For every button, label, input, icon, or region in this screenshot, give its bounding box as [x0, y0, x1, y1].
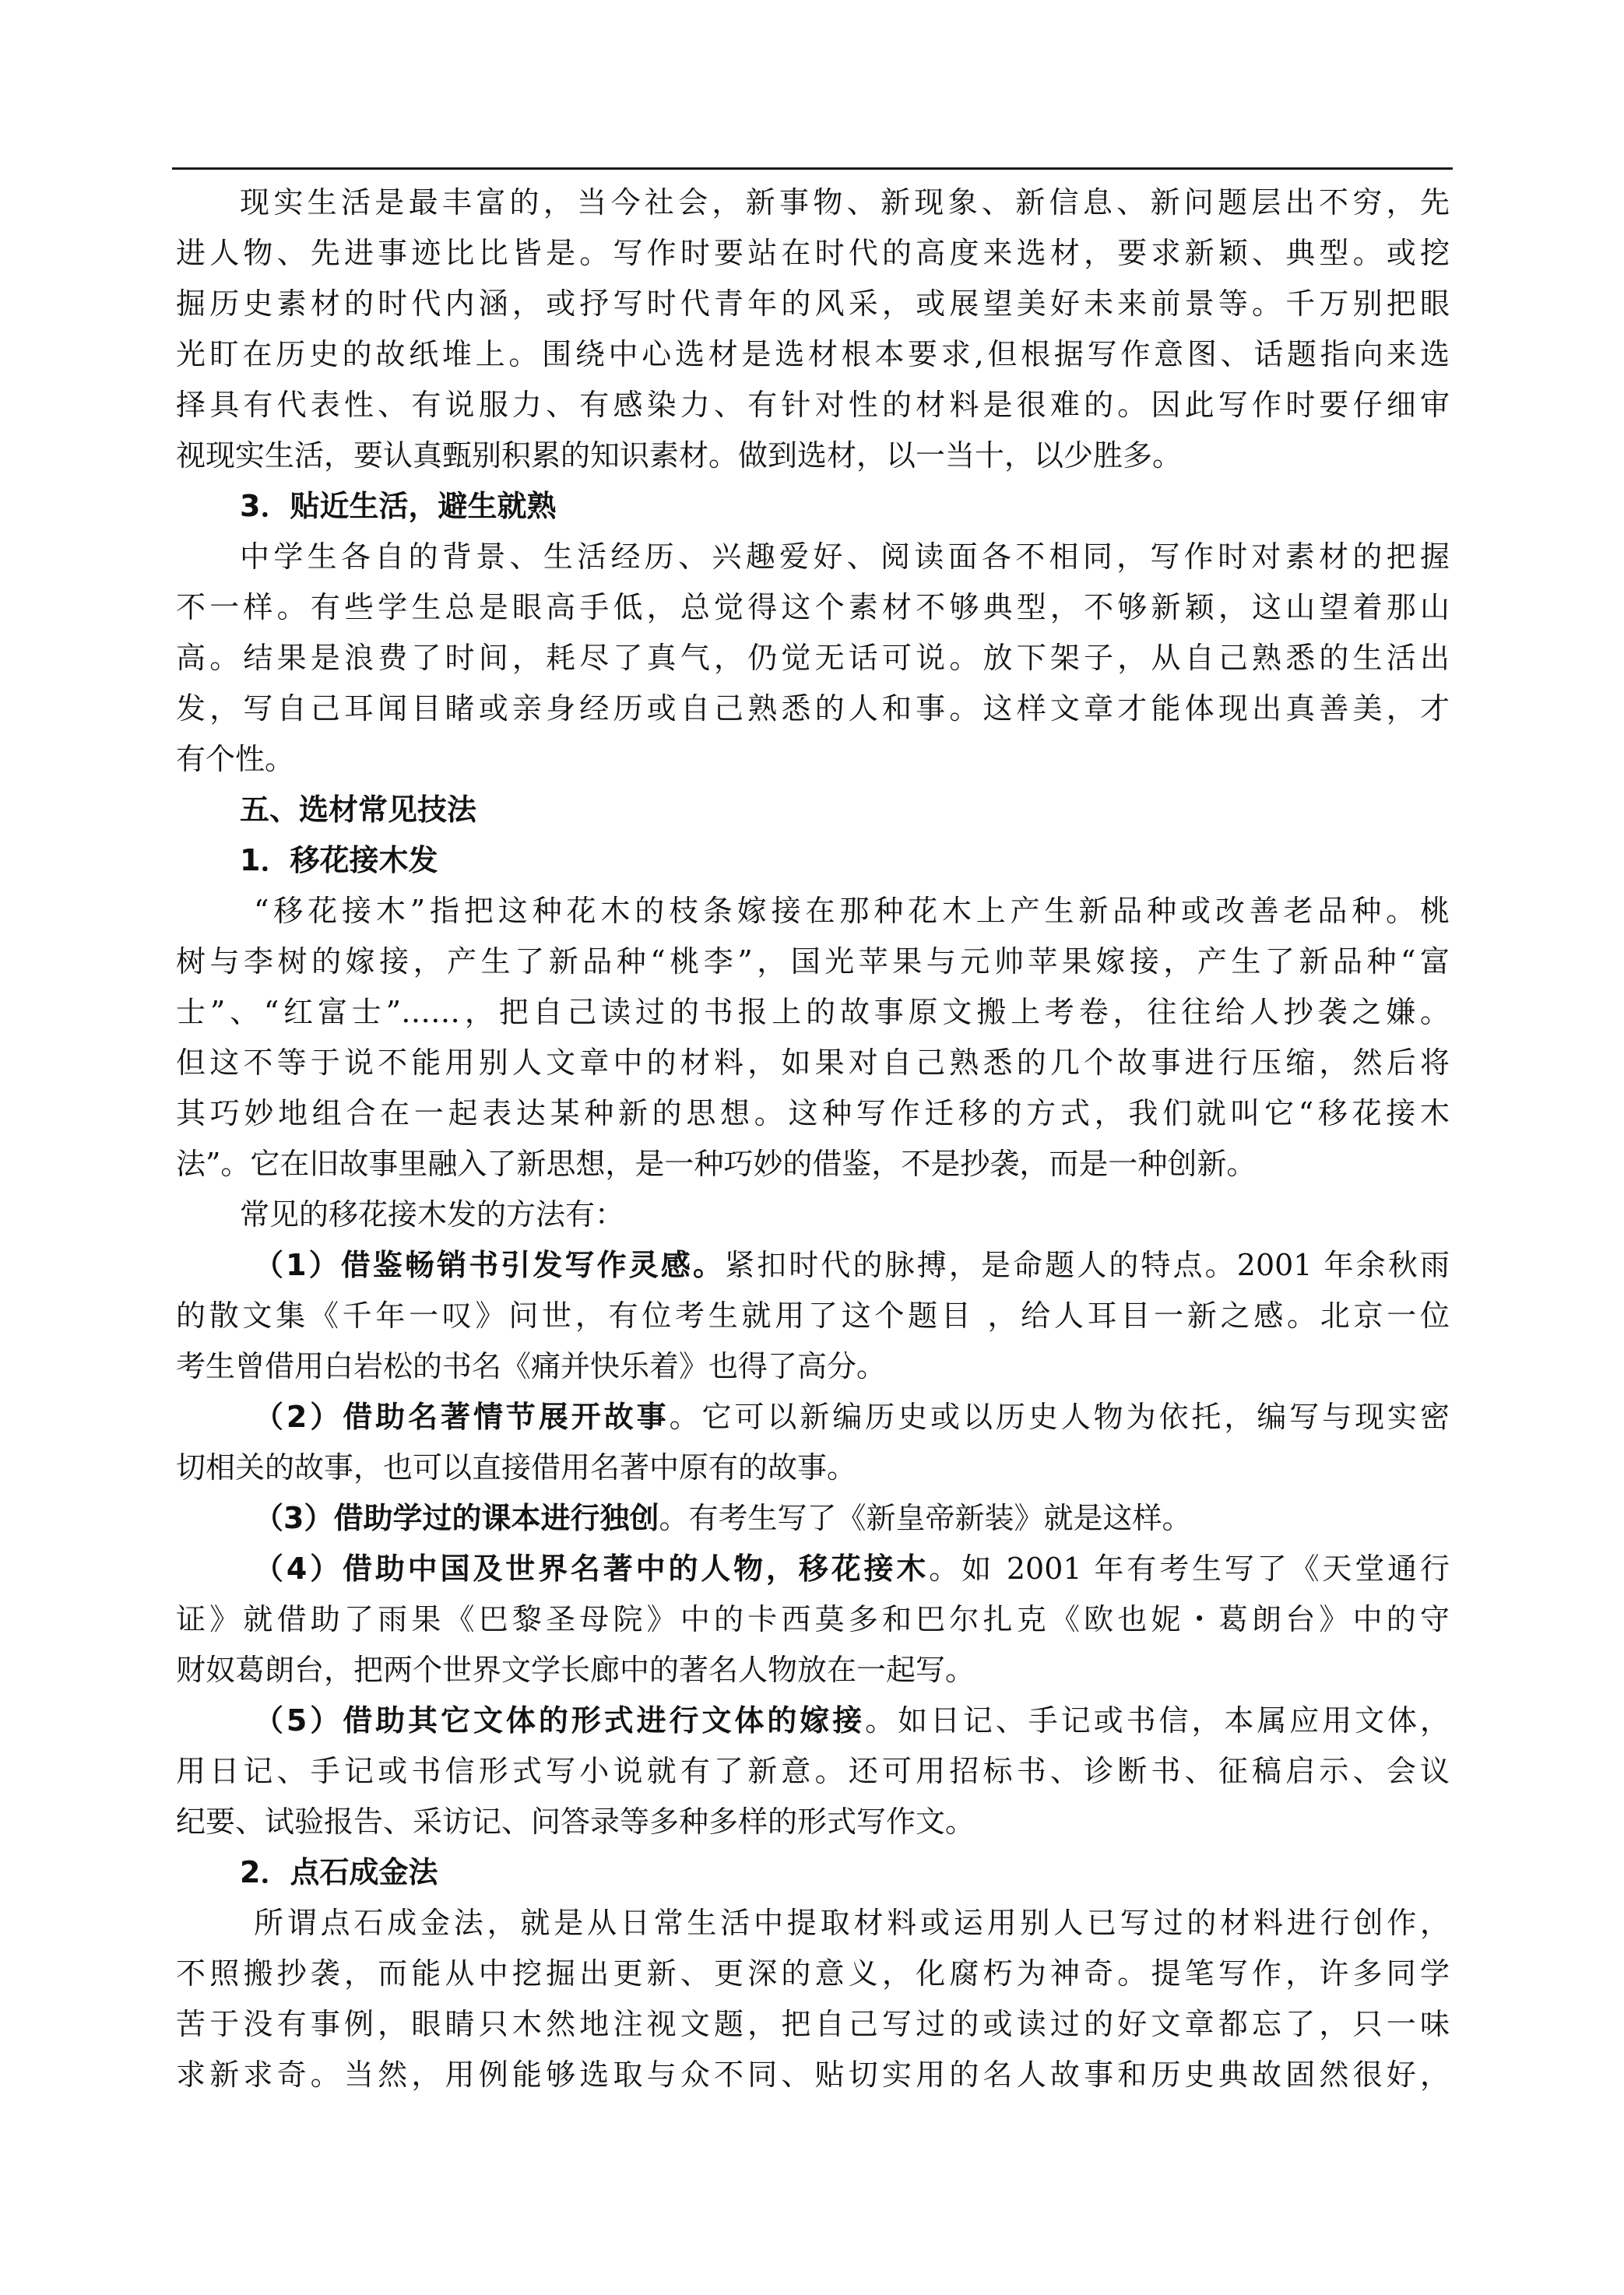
header-rule [172, 167, 1453, 170]
method-line [176, 1696, 1450, 1746]
method-title: （1）借鉴畅销书引发写作灵感。 [254, 1248, 726, 1282]
method-line: 切相关的故事，也可以直接借用名著中原有的故事。 [176, 1450, 857, 1485]
document-body [176, 177, 1450, 2100]
paragraph-line: 现实生活是最丰富的，当今社会，新事物、新现象、新信息、新问题层出不穷，先 [240, 185, 1450, 220]
paragraph-line: 不照搬抄袭，而能从中挖掘出更新、更深的意义，化腐朽为神奇。提笔写作，许多同学 [176, 1956, 1450, 1991]
paragraph-line: 进人物、先进事迹比比皆是。写作时要站在时代的高度来选材，要求新颖、典型。或挖 [176, 236, 1450, 270]
paragraph-line: 掘历史素材的时代内涵，或抒写时代青年的风采，或展望美好未来前景等。千万别把眼 [176, 286, 1450, 321]
section-heading: 1．移花接木发 [240, 843, 438, 877]
methods-intro: 常见的移花接木发的方法有： [240, 1197, 625, 1232]
paragraph-line: 所谓点石成金法，就是从日常生活中提取材料或运用别人已写过的材料进行创作， [254, 1906, 1450, 1940]
method-line: 财奴葛朗台，把两个世界文学长廊中的著名人物放在一起写。 [176, 1653, 975, 1687]
paragraph-line: 苦于没有事例，眼睛只木然地注视文题，把自己写过的或读过的好文章都忘了，只一味 [176, 2007, 1450, 2041]
section-heading: 2．点石成金法 [240, 1855, 438, 1889]
paragraph-line: 光盯在历史的故纸堆上。围绕中心选材是选材根本要求,但根据写作意图、话题指向来选 [176, 337, 1450, 371]
method-line: 考生曾借用白岩松的书名《痛并快乐着》也得了高分。 [176, 1349, 887, 1383]
paragraph-line: 不一样。有些学生总是眼高手低，总觉得这个素材不够典型，不够新颖，这山望着那山 [176, 590, 1450, 624]
section-heading: 五、选材常见技法 [240, 793, 477, 827]
method-text: 。有考生写了《新皇帝新装》就是这样。 [659, 1501, 1192, 1535]
paragraph-line: 但这不等于说不能用别人文章中的材料，如果对自己熟悉的几个故事进行压缩，然后将 [176, 1046, 1450, 1080]
method-line: 证》就借助了雨果《巴黎圣母院》中的卡西莫多和巴尔扎克《欧也妮・葛朗台》中的守 [176, 1602, 1450, 1636]
method-text: 。如 2001 年有考生写了《天堂通行 [929, 1552, 1450, 1586]
method-line [176, 1240, 1450, 1291]
method-line [176, 1544, 1450, 1594]
paragraph-line: 法”。它在旧故事里融入了新思想，是一种巧妙的借鉴，不是抄袭，而是一种创新。 [176, 1147, 1257, 1181]
method-title: （4）借助中国及世界名著中的人物，移花接木 [254, 1552, 930, 1586]
paragraph-line: 择具有代表性、有说服力、有感染力、有针对性的材料是很难的。因此写作时要仔细审 [176, 388, 1450, 422]
paragraph-line: 士”、“红富士”……，把自己读过的书报上的故事原文搬上考卷，往往给人抄袭之嫌。 [176, 995, 1450, 1029]
paragraph-line: 中学生各自的背景、生活经历、兴趣爱好、阅读面各不相同，写作时对素材的把握 [240, 539, 1450, 574]
paragraph-line: 视现实生活，要认真甄别积累的知识素材。做到选材，以一当十，以少胜多。 [176, 438, 1183, 473]
method-text: 紧扣时代的脉搏，是命题人的特点。2001 年余秋雨 [725, 1248, 1450, 1282]
method-title: （5）借助其它文体的形式进行文体的嫁接 [254, 1703, 866, 1738]
paragraph-line: “移花接木”指把这种花木的枝条嫁接在那种花木上产生新品种或改善老品种。桃 [254, 894, 1450, 928]
paragraph-line: 其巧妙地组合在一起表达某种新的思想。这种写作迁移的方式，我们就叫它“移花接木 [176, 1096, 1450, 1130]
method-line [176, 1493, 1450, 1544]
method-text: 。如日记、手记或书信，本属应用文体， [865, 1703, 1450, 1738]
paragraph-line: 发，写自己耳闻目睹或亲身经历或自己熟悉的人和事。这样文章才能体现出真善美，才 [176, 691, 1450, 726]
paragraph-line: 高。结果是浪费了时间，耗尽了真气，仍觉无话可说。放下架子，从自己熟悉的生活出 [176, 641, 1450, 675]
method-line: 的散文集《千年一叹》问世，有位考生就用了这个题目 ，给人耳目一新之感。北京一位 [176, 1299, 1450, 1333]
method-text: 。它可以新编历史或以历史人物为依托，编写与现实密 [669, 1400, 1450, 1434]
method-line [176, 1392, 1450, 1443]
method-line: 纪要、试验报告、采访记、问答录等多种多样的形式写作文。 [176, 1805, 975, 1839]
method-line: 用日记、手记或书信形式写小说就有了新意。还可用招标书、诊断书、征稿启示、会议 [176, 1754, 1450, 1788]
method-title: （2）借助名著情节展开故事 [254, 1400, 670, 1434]
paragraph-line: 有个性。 [176, 742, 295, 776]
section-heading: 3．贴近生活，避生就熟 [240, 489, 557, 523]
paragraph-line: 求新求奇。当然，用例能够选取与众不同、贴切实用的名人故事和历史典故固然很好， [176, 2058, 1450, 2092]
paragraph-line: 树与李树的嫁接，产生了新品种“桃李”，国光苹果与元帅苹果嫁接，产生了新品种“富 [176, 944, 1450, 979]
method-title: （3）借助学过的课本进行独创 [254, 1501, 659, 1535]
